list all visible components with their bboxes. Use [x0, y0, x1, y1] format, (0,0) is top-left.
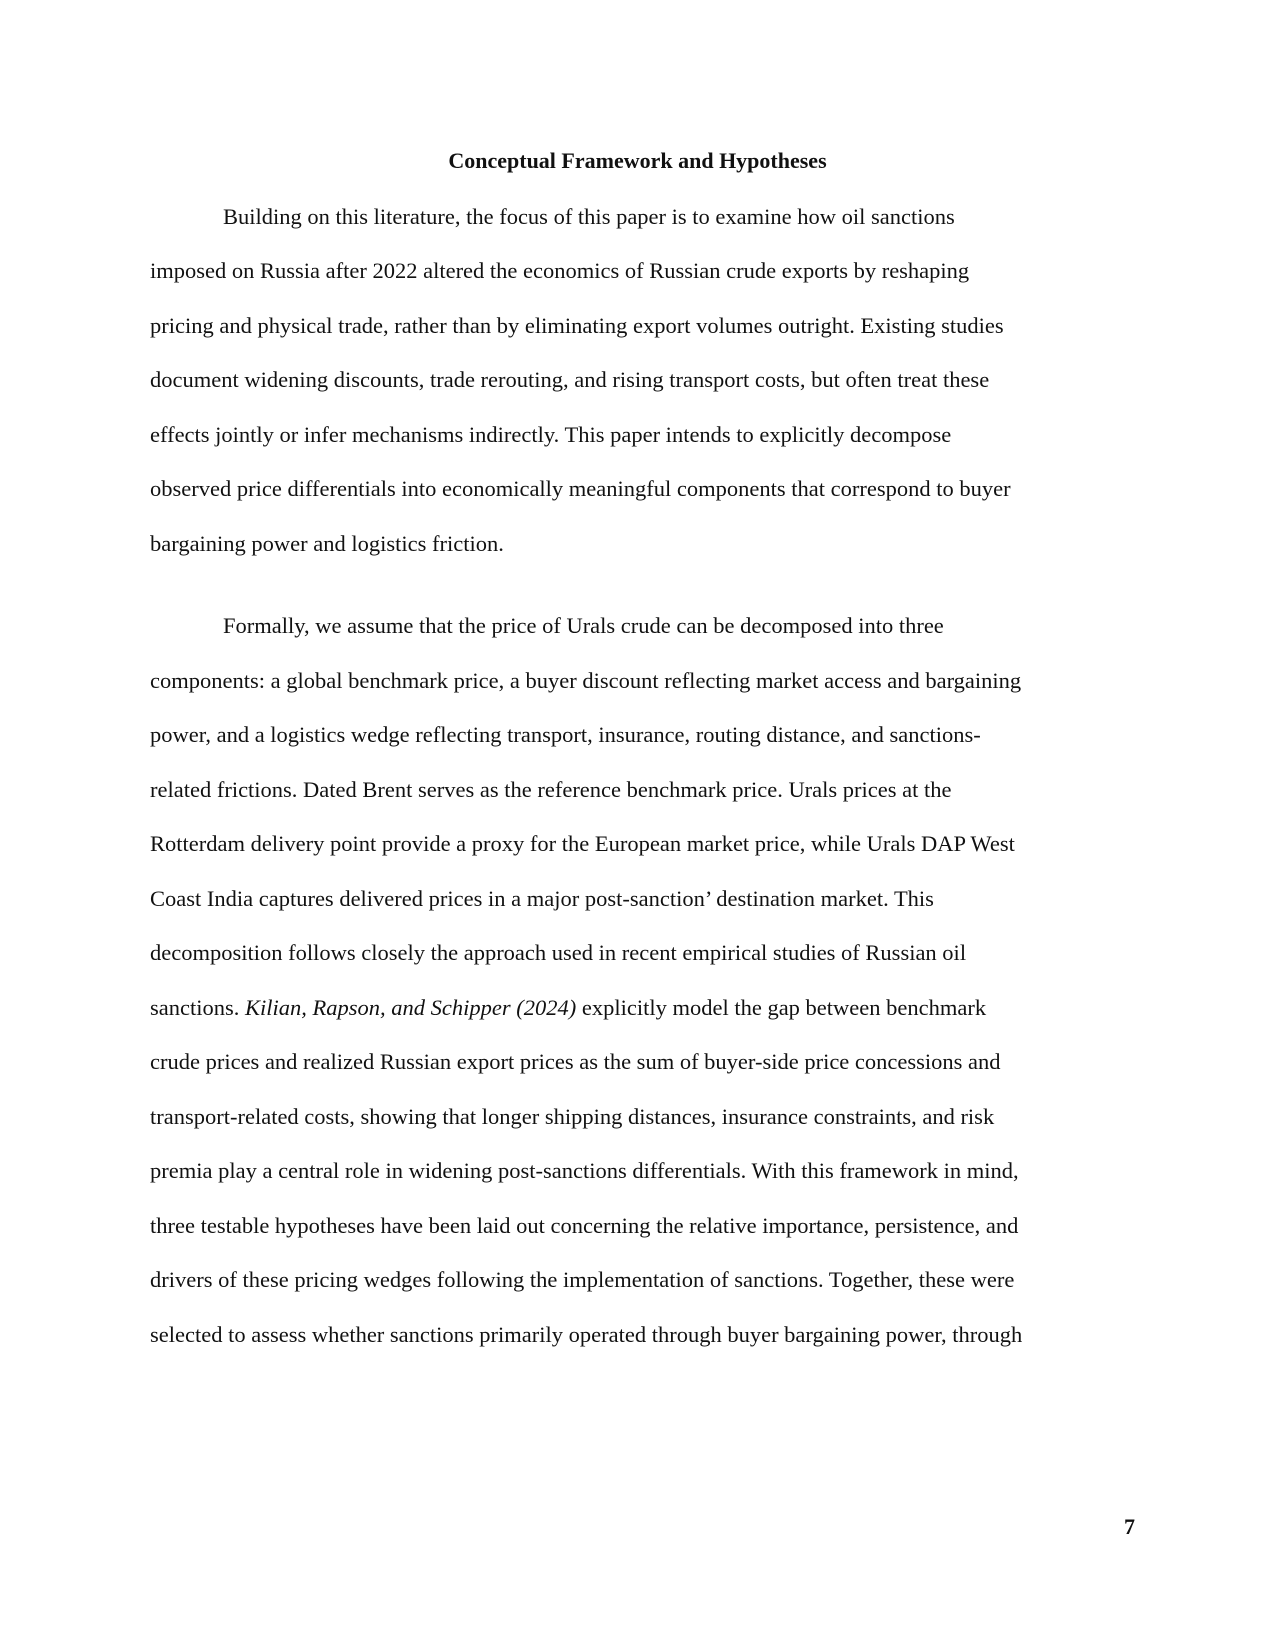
citation-prefix: sanctions. — [150, 995, 245, 1020]
body-line: imposed on Russia after 2022 altered the economics of Russian crude exports by reshaping — [150, 258, 970, 283]
citation-suffix: explicitly model the gap between benchmark — [576, 995, 987, 1020]
body-line: Coast India captures delivered prices in a major post-sanction’ destination market. This — [150, 886, 934, 911]
section-heading: Conceptual Framework and Hypotheses — [448, 148, 827, 173]
body-line: premia play a central role in widening post-sanctions differentials. With this framework in mind, — [150, 1158, 1019, 1183]
body-line: document widening discounts, trade rerouting, and rising transport costs, but often treat these — [150, 367, 990, 392]
body-line: three testable hypotheses have been laid out concerning the relative importance, persistence, and — [150, 1213, 1019, 1238]
body-line: related frictions. Dated Brent serves as the reference benchmark price. Urals prices at the — [150, 777, 952, 802]
body-line-with-citation — [150, 993, 986, 1023]
citation-reference: Kilian, Rapson, and Schipper (2024) — [245, 995, 577, 1020]
body-line: power, and a logistics wedge reflecting transport, insurance, routing distance, and sanctions- — [150, 722, 981, 747]
body-line: pricing and physical trade, rather than by eliminating export volumes outright. Existing studies — [150, 313, 1004, 338]
body-line: Formally, we assume that the price of Urals crude can be decomposed into three — [223, 613, 944, 638]
body-line: Building on this literature, the focus of this paper is to examine how oil sanctions — [223, 204, 955, 229]
body-line: Rotterdam delivery point provide a proxy for the European market price, while Urals DAP West — [150, 831, 1015, 856]
body-line: observed price differentials into economically meaningful components that correspond to buyer — [150, 476, 1011, 501]
body-line: bargaining power and logistics friction. — [150, 531, 504, 556]
body-line: components: a global benchmark price, a buyer discount reflecting market access and bargaining — [150, 668, 1022, 693]
body-line: transport-related costs, showing that longer shipping distances, insurance constraints, and risk — [150, 1104, 995, 1129]
body-line: drivers of these pricing wedges following the implementation of sanctions. Together, these were — [150, 1267, 1015, 1292]
body-line: effects jointly or infer mechanisms indirectly. This paper intends to explicitly decompose — [150, 422, 952, 447]
body-line: selected to assess whether sanctions primarily operated through buyer bargaining power, through — [150, 1322, 1023, 1347]
body-line: crude prices and realized Russian export prices as the sum of buyer-side price concessions and — [150, 1049, 1001, 1074]
body-line: decomposition follows closely the approach used in recent empirical studies of Russian oil — [150, 940, 967, 965]
page-number: 7 — [1124, 1514, 1135, 1539]
